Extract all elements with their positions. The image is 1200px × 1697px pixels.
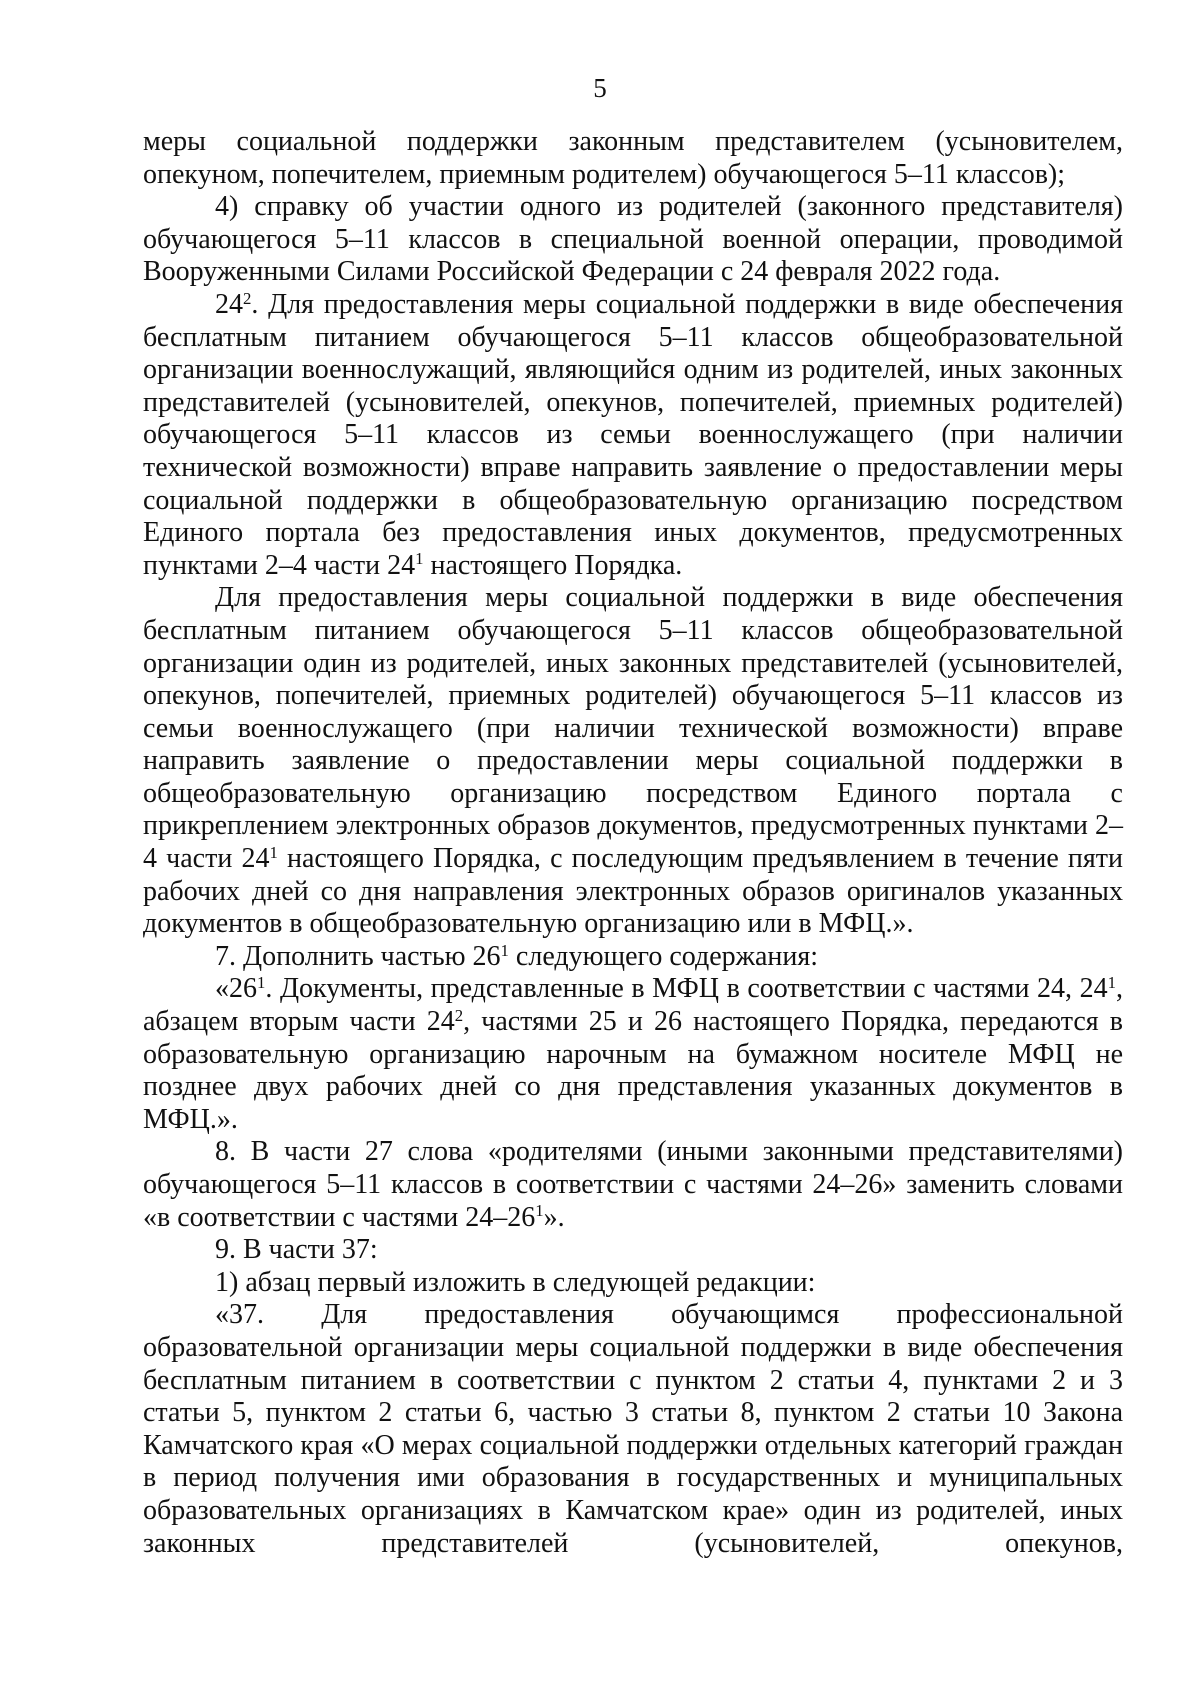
text-run: 7. Дополнить частью 26 [215,940,501,972]
paragraph [143,289,1123,582]
text-run: настоящего Порядка. [423,549,683,581]
superscript: 1 [257,973,266,993]
paragraph [143,973,1123,1136]
superscript: 1 [535,1201,544,1221]
document-body [143,126,1123,1560]
superscript: 1 [415,549,424,569]
paragraph [143,1267,1123,1300]
text-run: , абзацем вторым части 24 [143,973,1123,1038]
text-run: меры социальной поддержки законным представителем (усыновителем, опекуном, попечителем, приемным родителем) обучающегося 5–11 классов); [143,126,1123,190]
text-run: 9. В части 37: [215,1234,378,1266]
paragraph [143,941,1123,974]
text-run: . Документы, представленные в МФЦ в соответствии с частями 24, 24 [265,973,1108,1005]
text-run: настоящего Порядка, с последующим предъявлением в течение пяти рабочих дней со дня направления электронных образов оригиналов указанных документов в общеобразовательную организацию или в МФЦ.». [143,843,1123,940]
paragraph [143,1299,1123,1560]
text-run: , частями 25 и 26 настоящего Порядка, передаются в образовательную организацию нарочным на бумажном носителе МФЦ не позднее двух рабочих дней со дня представления указанных документов в МФЦ.». [143,1006,1124,1135]
text-run: 1) абзац первый изложить в следующей редакции: [215,1266,816,1298]
text-run: ». [543,1201,565,1233]
text-run: «37. Для предоставления обучающимся профессиональной образовательной организации меры социальной поддержки в виде обеспечения бесплатным питанием в соответствии с пунктом 2 статьи 4, пунктами 2 и 3 статьи 5, пунктом 2 статьи 6, частью 3 статьи 8, пунктом 2 статьи 10 Закона Камчатского края «О мерах социальной поддержки отдельных категорий граждан в период получения ими образования в государственных и муниципальных образовательных организациях в Камчатском крае» один из родителей, иных законных представителей (усыновителей, опекунов, [143,1299,1123,1559]
text-run: 4) справку об участии одного из родителей (законного представителя) обучающегося 5–11 классов в специальной военной операции, проводимой Вооруженными Силами Российской Федерации с 24 февраля 2022 года. [143,191,1123,288]
text-run: 8. В части 27 слова «родителями (иными законными представителями) обучающегося 5–11 классов в соответствии с частями 24–26» заменить словами «в соответствии с частями 24–26 [143,1136,1123,1233]
text-run: 24 [215,288,243,320]
paragraph [143,1136,1123,1234]
paragraph [143,191,1123,289]
paragraph [143,582,1123,941]
paragraph [143,1234,1123,1267]
page-number: 5 [593,73,607,103]
superscript: 2 [454,1005,464,1025]
superscript: 1 [500,940,509,960]
text-run: следующего содержания: [508,940,819,972]
text-run: . Для предоставления меры социальной поддержки в виде обеспечения бесплатным питанием обучающегося 5–11 классов общеобразовательной организации военнослужащий, являющийся одним из родителей, иных законных представителей (усыновителей, опекунов, попечителей, приемных родителей) обучающегося 5–11 классов из семьи военнослужащего (при наличии технической возможности) вправе направить заявление о предоставлении меры социальной поддержки в общеобразовательную организацию посредством Единого портала без предоставления иных документов, предусмотренных пунктами 2–4 части 24 [143,288,1123,581]
superscript: 1 [1107,973,1116,993]
paragraph [143,126,1123,191]
superscript: 2 [243,288,252,308]
text-run: Для предоставления меры социальной поддержки в виде обеспечения бесплатным питанием обучающегося 5–11 классов общеобразовательной организации один из родителей, иных законных представителей (усыновителей, опекунов, попечителей, приемных родителей) обучающегося 5–11 классов из семьи военнослужащего (при наличии технической возможности) вправе направить заявление о предоставлении меры социальной поддержки в общеобразовательную организацию посредством Единого портала с прикреплением электронных образов документов, предусмотренных пунктами 2–4 части 24 [143,582,1123,875]
superscript: 1 [269,842,278,862]
text-run: «26 [215,973,257,1005]
